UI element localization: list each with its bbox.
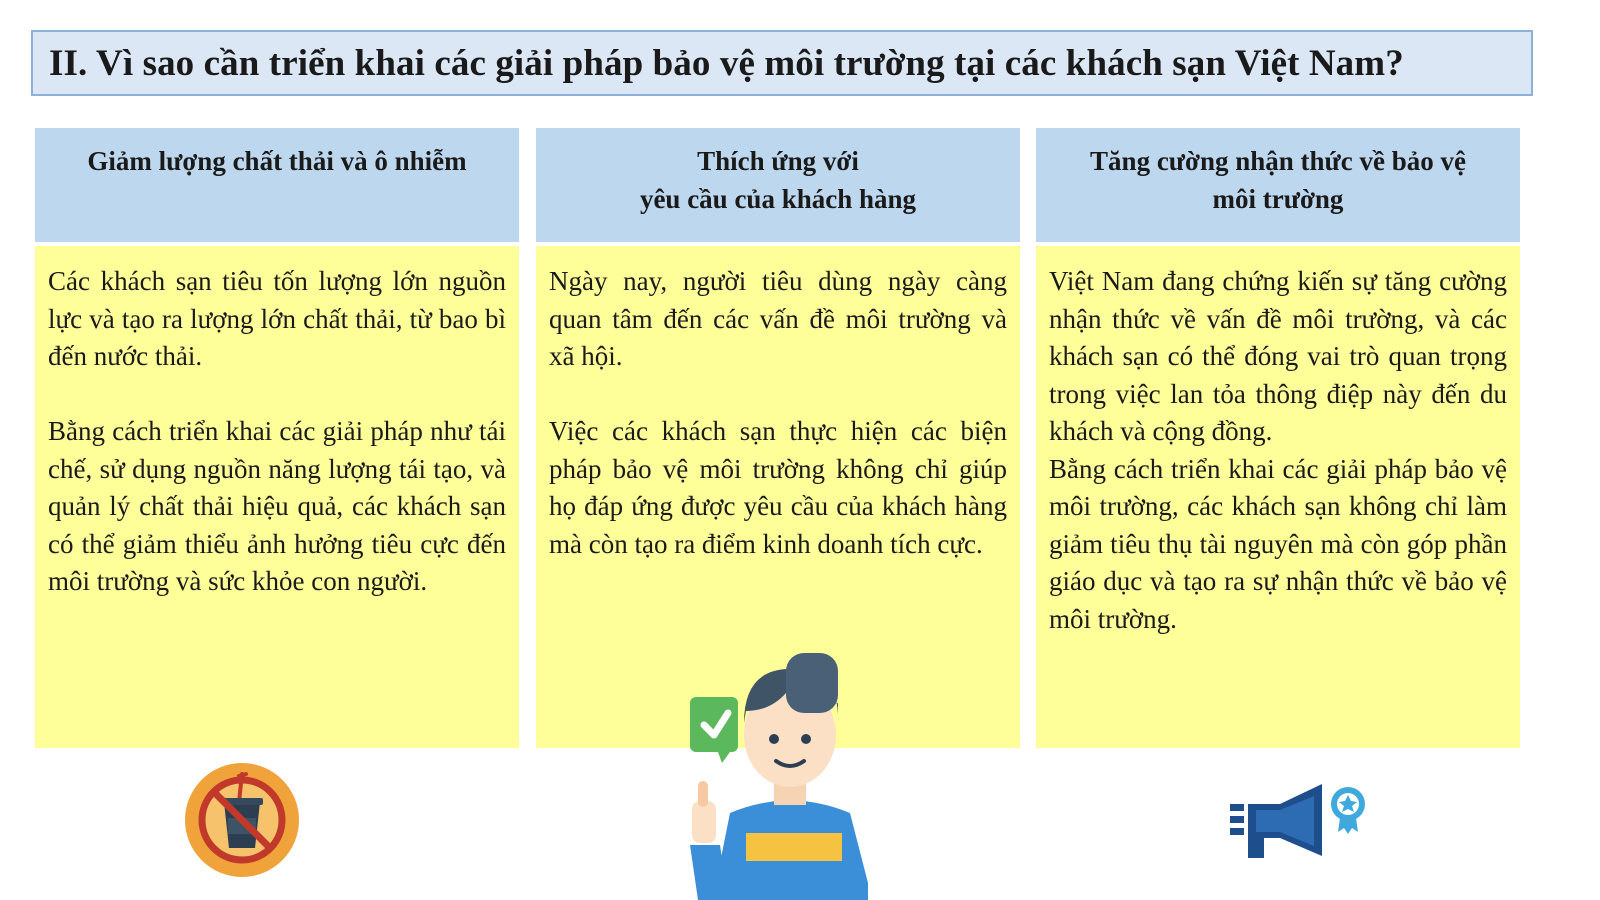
column-awareness bbox=[1036, 128, 1520, 748]
person-thumbs-up-icon bbox=[690, 653, 890, 900]
paragraph: Bằng cách triển khai các giải pháp bảo vệ môi trường, các khách sạn không chỉ làm giảm tiêu thụ tài nguyên mà còn góp phần giáo dục và tạo ra sự nhận thức về bảo vệ môi trường. bbox=[1049, 453, 1507, 634]
paragraph: Ngày nay, người tiêu dùng ngày càng quan tâm đến các vấn đề môi trường và xã hội. bbox=[549, 266, 1007, 371]
slide-title: II. Vì sao cần triển khai các giải pháp bảo vệ môi trường tại các khách sạn Việt Nam? bbox=[49, 42, 1404, 84]
column-heading: Tăng cường nhận thức về bảo vệ môi trường bbox=[1090, 146, 1466, 214]
megaphone-icon bbox=[1230, 782, 1372, 860]
column-header bbox=[1036, 128, 1520, 242]
column-heading: Thích ứng với yêu cầu của khách hàng bbox=[639, 146, 917, 214]
slide-title-box bbox=[31, 30, 1533, 96]
column-body bbox=[35, 246, 519, 748]
no-plastic-cup-icon bbox=[184, 762, 300, 878]
paragraph: Các khách sạn tiêu tốn lượng lớn nguồn lực và tạo ra lượng lớn chất thải, từ bao bì đến nước thải. bbox=[48, 266, 506, 371]
paragraph: Bằng cách triển khai các giải pháp như tái chế, sử dụng nguồn năng lượng tái tạo, và quản lý chất thải hiệu quả, các khách sạn có thể giảm thiểu ảnh hưởng tiêu cực đến môi trường và sức khỏe con người. bbox=[48, 416, 506, 596]
paragraph: Việt Nam đang chứng kiến sự tăng cường nhận thức về vấn đề môi trường, và các khách sạn có thể đóng vai trò quan trọng trong việc lan tỏa thông điệp này đến du khách và cộng đồng. bbox=[1049, 266, 1507, 446]
column-body bbox=[1036, 246, 1520, 748]
column-heading: Giảm lượng chất thải và ô nhiễm bbox=[87, 146, 467, 176]
paragraph: Việc các khách sạn thực hiện các biện pháp bảo vệ môi trường không chỉ giúp họ đáp ứng được yêu cầu của khách hàng mà còn tạo ra điểm kinh doanh tích cực. bbox=[549, 416, 1007, 559]
column-reduce-waste bbox=[35, 128, 519, 748]
column-header bbox=[536, 128, 1020, 242]
column-header bbox=[35, 128, 519, 242]
